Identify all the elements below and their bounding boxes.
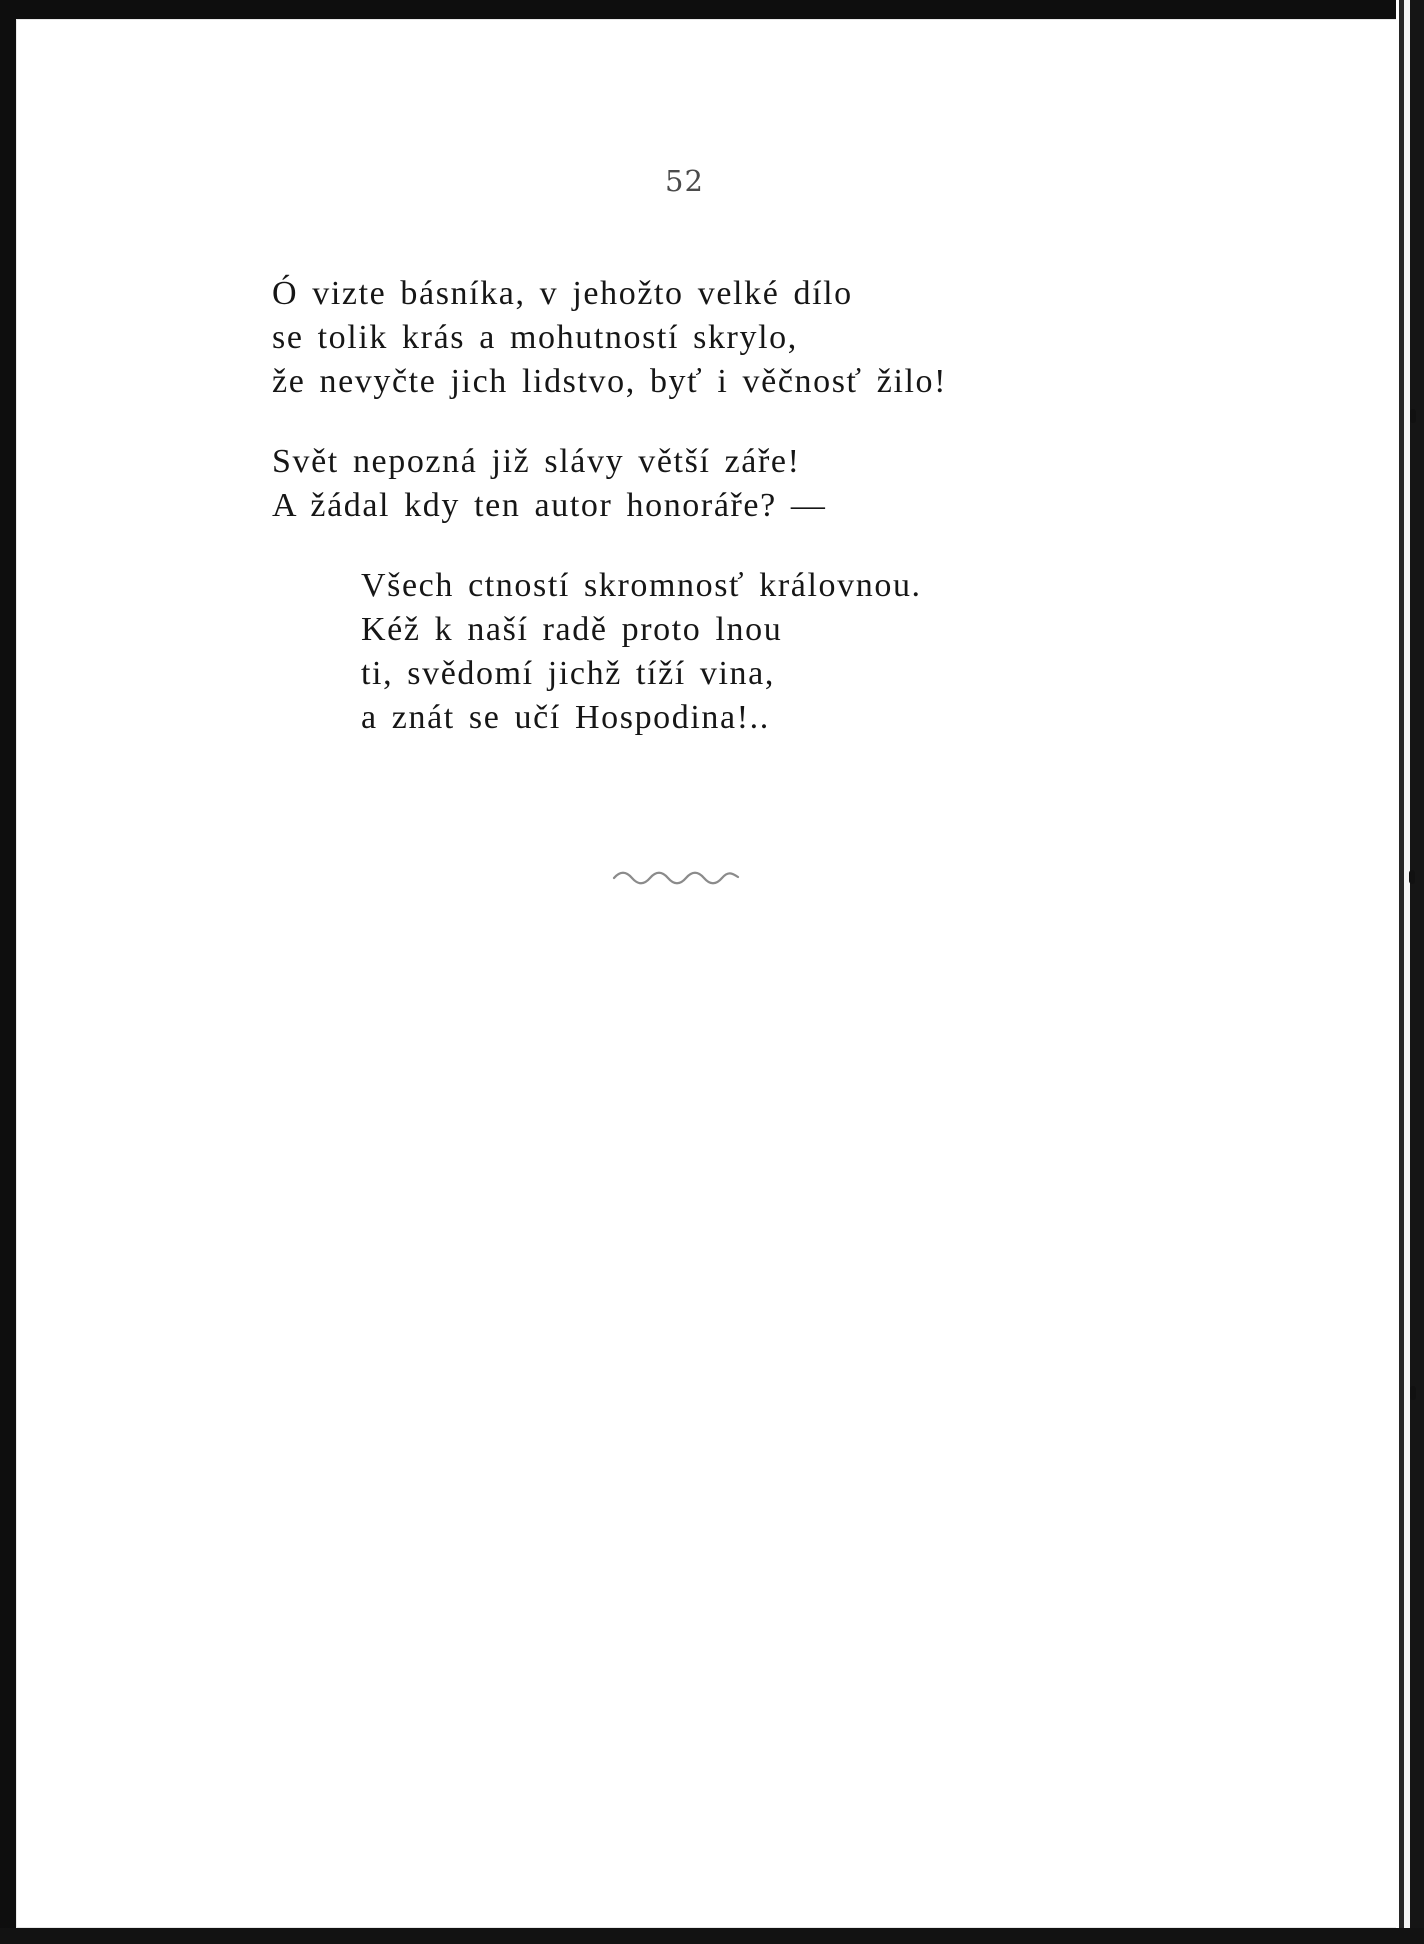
verse-line: Kéž k naší radě proto lnou [361, 611, 783, 648]
wavy-rule-icon [612, 866, 740, 890]
verse-line: ti, svědomí jichž tíží vina, [361, 655, 775, 692]
bottom-scan-border [0, 1928, 1424, 1944]
verse-line: se tolik krás a mohutností skrylo, [272, 319, 798, 356]
poem-text [272, 272, 1252, 776]
margin-mark [1409, 870, 1415, 884]
stanza [272, 272, 1252, 404]
verse-line: že nevyčte jich lidstvo, byť i věčnosť žilo! [272, 363, 948, 400]
verse-line: Všech ctností skromnosť královnou. [361, 567, 922, 604]
verse-line: Ó vizte básníka, v jehožto velké dílo [272, 275, 853, 312]
page-number: 52 [665, 164, 704, 198]
stanza [272, 440, 1252, 528]
stanza [361, 564, 1252, 740]
verse-line: A žádal kdy ten autor honoráře? — [272, 487, 827, 524]
page-edge-shadow [1396, 0, 1424, 1944]
margin-mark [1410, 409, 1416, 423]
margin-mark [1410, 1386, 1416, 1400]
verse-line: Svět nepozná již slávy větší záře! [272, 443, 801, 480]
verse-line: a znát se učí Hospodina!.. [361, 699, 770, 736]
